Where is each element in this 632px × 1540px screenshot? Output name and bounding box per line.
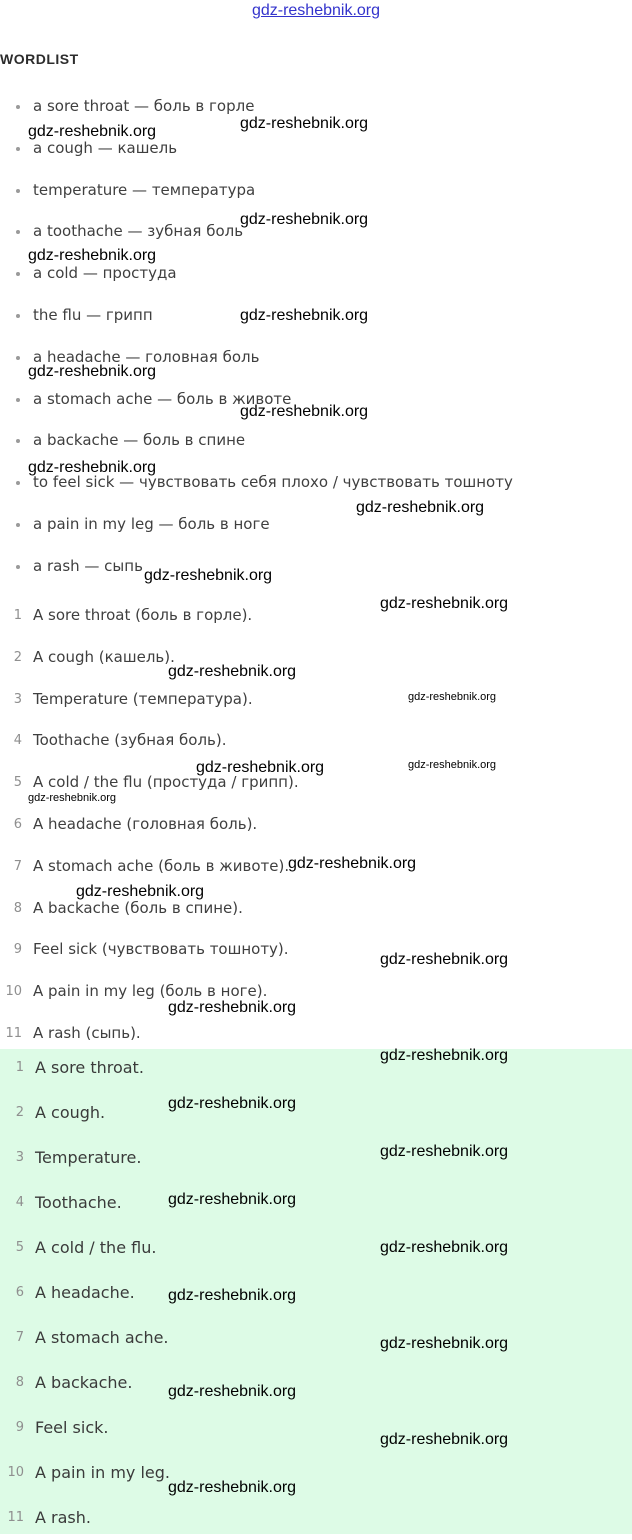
- short-answer-number: 4: [15, 1195, 24, 1210]
- wordlist-item-text: a cough — кашель: [33, 138, 178, 157]
- bullet-icon: [16, 356, 20, 360]
- watermark: gdz-reshebnik.org: [168, 1191, 297, 1208]
- bullet-icon: [16, 147, 20, 151]
- wordlist-item-text: a pain in my leg — боль в ноге: [33, 514, 270, 533]
- answer-number: 1: [13, 608, 22, 623]
- watermark: gdz-reshebnik.org: [380, 1335, 509, 1352]
- wordlist-item-text: the flu — грипп: [33, 305, 153, 324]
- wordlist: [0, 86, 632, 588]
- short-answer-item: [0, 1180, 632, 1225]
- watermark: gdz-reshebnik.org: [380, 1239, 509, 1256]
- wordlist-item-text: a rash — сыпь: [33, 556, 143, 575]
- watermark: gdz-reshebnik.org: [380, 951, 509, 968]
- wordlist-item-text: a stomach ache — боль в животе: [33, 389, 292, 408]
- wordlist-item: [0, 546, 632, 588]
- answer-number: 10: [5, 984, 22, 1000]
- short-answer-number: 2: [15, 1105, 24, 1120]
- short-answer-number: 8: [15, 1375, 24, 1390]
- answer-item: [0, 804, 632, 846]
- short-answer-text: A cough.: [35, 1103, 106, 1122]
- short-answer-text: A stomach ache.: [35, 1328, 169, 1347]
- answer-text: A sore throat (боль в горле).: [33, 606, 253, 624]
- bullet-icon: [16, 272, 20, 276]
- answer-text: A pain in my leg (боль в ноге).: [33, 982, 268, 1001]
- watermark: gdz-reshebnik.org: [380, 1143, 509, 1160]
- short-answer-item: [0, 1225, 632, 1270]
- short-answer-number: 10: [7, 1465, 24, 1480]
- answer-text: A headache (головная боль).: [33, 814, 258, 833]
- short-answer-item: [0, 1405, 632, 1450]
- answer-text: Temperature (температура).: [33, 689, 253, 708]
- bullet-icon: [16, 105, 20, 109]
- watermark: gdz-reshebnik.org: [408, 691, 497, 703]
- watermark: gdz-reshebnik.org: [168, 1479, 297, 1496]
- short-answer-item: [0, 1090, 632, 1135]
- answer-item: [0, 971, 632, 1013]
- answer-item: [0, 929, 632, 971]
- site-header-link[interactable]: gdz-reshebnik.org: [251, 2, 381, 19]
- watermark: gdz-reshebnik.org: [168, 1095, 297, 1112]
- answer-item: [0, 637, 632, 679]
- bullet-icon: [16, 398, 20, 402]
- short-answer-number: 3: [15, 1150, 24, 1165]
- short-answer-number: 5: [15, 1240, 24, 1255]
- answer-number: 6: [13, 816, 22, 832]
- bullet-icon: [16, 565, 20, 569]
- short-answer-item: [0, 1450, 632, 1495]
- answer-item: [0, 720, 632, 762]
- answer-number: 4: [13, 733, 22, 749]
- short-answer-item: [0, 1045, 632, 1090]
- short-answer-number: 7: [15, 1330, 24, 1345]
- watermark: gdz-reshebnik.org: [380, 595, 509, 612]
- wordlist-item-text: a toothache — зубная боль: [33, 222, 244, 241]
- watermark: gdz-reshebnik.org: [408, 759, 497, 771]
- answer-text: A cough (кашель).: [33, 647, 175, 666]
- answer-number: 8: [13, 900, 22, 916]
- watermark: gdz-reshebnik.org: [168, 663, 297, 680]
- watermark: gdz-reshebnik.org: [196, 759, 325, 776]
- bullet-icon: [16, 523, 20, 527]
- wordlist-item-text: a headache — головная боль: [33, 347, 260, 366]
- watermark: gdz-reshebnik.org: [168, 1287, 297, 1304]
- bullet-icon: [16, 230, 20, 234]
- site-header: [0, 0, 632, 22]
- short-answer-text: A sore throat.: [35, 1058, 144, 1077]
- short-answer-text: Toothache.: [35, 1193, 122, 1212]
- short-answer-text: Temperature.: [35, 1148, 142, 1167]
- short-answer-number: 1: [15, 1060, 24, 1075]
- wordlist-item: [0, 504, 632, 546]
- watermark: gdz-reshebnik.org: [168, 1383, 297, 1400]
- answers-list: [0, 595, 632, 1055]
- answer-number: 2: [13, 649, 22, 665]
- short-answer-item: [0, 1135, 632, 1180]
- bullet-icon: [16, 439, 20, 443]
- watermark: gdz-reshebnik.org: [28, 123, 157, 140]
- bullet-icon: [16, 481, 20, 485]
- short-answer-number: 6: [15, 1285, 24, 1300]
- watermark: gdz-reshebnik.org: [240, 115, 369, 132]
- watermark: gdz-reshebnik.org: [28, 792, 117, 804]
- wordlist-item-text: a sore throat — боль в горле: [33, 97, 255, 115]
- watermark: gdz-reshebnik.org: [28, 363, 157, 380]
- answer-number: 5: [13, 775, 22, 791]
- answer-number: 7: [13, 858, 22, 874]
- answer-number: 3: [13, 691, 22, 707]
- short-answer-text: A rash.: [35, 1508, 91, 1527]
- short-answer-text: A pain in my leg.: [35, 1463, 171, 1482]
- watermark: gdz-reshebnik.org: [76, 883, 205, 900]
- watermark: gdz-reshebnik.org: [28, 459, 157, 476]
- watermark: gdz-reshebnik.org: [240, 307, 369, 324]
- short-answer-number: 9: [15, 1420, 24, 1435]
- answer-text: A cold / the flu (простуда / грипп).: [33, 773, 299, 792]
- watermark: gdz-reshebnik.org: [380, 1431, 509, 1448]
- answer-number: 9: [13, 942, 22, 958]
- answer-text: Toothache (зубная боль).: [33, 731, 227, 750]
- bullet-icon: [16, 189, 20, 193]
- answer-item: [0, 679, 632, 721]
- wordlist-item: [0, 420, 632, 462]
- answer-item: [0, 595, 632, 637]
- bullet-icon: [16, 314, 20, 318]
- watermark: gdz-reshebnik.org: [144, 567, 273, 584]
- watermark: gdz-reshebnik.org: [380, 1047, 509, 1064]
- short-answer-item: [0, 1270, 632, 1315]
- short-answers-list: [0, 1045, 632, 1540]
- answer-text: A stomach ache (боль в животе).: [33, 856, 290, 875]
- watermark: gdz-reshebnik.org: [28, 247, 157, 264]
- watermark: gdz-reshebnik.org: [356, 499, 485, 516]
- short-answer-text: A cold / the flu.: [35, 1238, 157, 1257]
- short-answer-text: Feel sick.: [35, 1418, 109, 1437]
- answer-text: A rash (сыпь).: [33, 1023, 141, 1042]
- short-answer-item: [0, 1315, 632, 1360]
- short-answer-item: [0, 1495, 632, 1540]
- watermark: gdz-reshebnik.org: [240, 211, 369, 228]
- short-answer-item: [0, 1360, 632, 1405]
- short-answer-text: A headache.: [35, 1283, 135, 1302]
- answer-text: A backache (боль в спине).: [33, 898, 243, 917]
- watermark: gdz-reshebnik.org: [168, 999, 297, 1016]
- wordlist-item-text: to feel sick — чувствовать себя плохо / чувствовать тошноту: [33, 473, 513, 492]
- short-answer-number: 11: [7, 1510, 24, 1525]
- wordlist-item-text: a cold — простуда: [33, 264, 177, 283]
- wordlist-item-text: temperature — температура: [33, 180, 256, 199]
- short-answer-text: A backache.: [35, 1373, 133, 1392]
- watermark: gdz-reshebnik.org: [240, 403, 369, 420]
- wordlist-item-text: a backache — боль в спине: [33, 431, 246, 450]
- watermark: gdz-reshebnik.org: [288, 855, 417, 872]
- section-title: WORDLIST: [0, 51, 79, 66]
- answer-text: Feel sick (чувствовать тошноту).: [33, 940, 289, 959]
- answer-number: 11: [5, 1025, 22, 1041]
- wordlist-item: [0, 170, 632, 212]
